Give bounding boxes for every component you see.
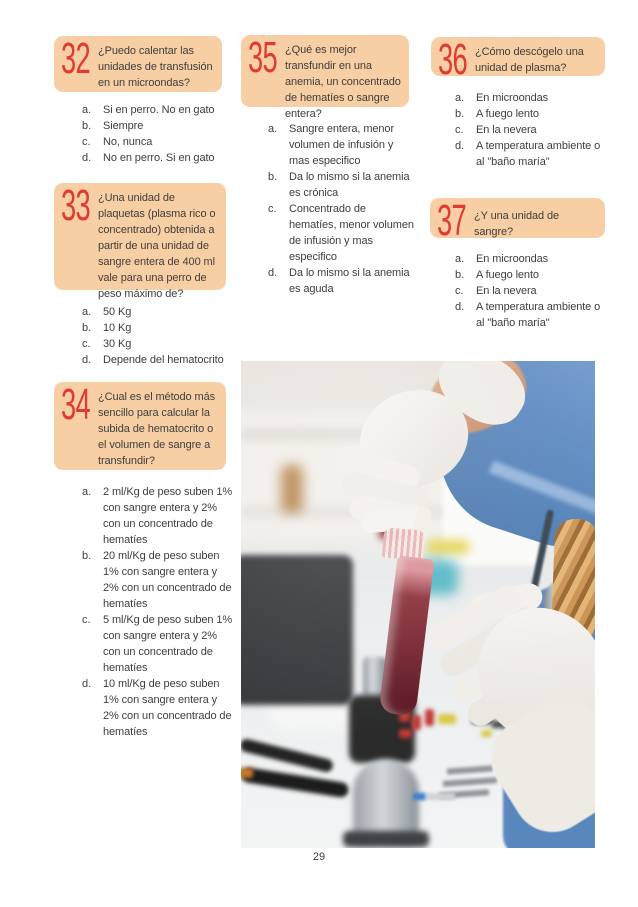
question-37-text: ¿Y una unidad de sangre? xyxy=(474,210,560,238)
question-37-number: 37 xyxy=(437,196,467,245)
option: b. 20 ml/Kg de peso suben 1% con sangre entera y 2% con un concentrado de hematíes xyxy=(82,550,232,610)
question-32-number: 32 xyxy=(61,34,91,83)
photo-sheen xyxy=(241,361,595,848)
option: d. No en perro. Si en gato xyxy=(82,152,215,164)
page-number: 29 xyxy=(312,851,326,863)
photo-blood-sample xyxy=(241,361,595,848)
option: a. En microondas xyxy=(455,92,549,104)
option: a. 2 ml/Kg de peso suben 1% con sangre entera y 2% con un concentrado de hematíes xyxy=(82,486,233,546)
question-32-text: ¿Puedo calentar las unidades de transfusión en un microondas? xyxy=(98,45,213,89)
option: d. 10 ml/Kg de peso suben 1% con sangre entera y 2% con un concentrado de hematíes xyxy=(82,678,232,738)
option: b. Siempre xyxy=(82,120,144,132)
option: b. A fuego lento xyxy=(455,108,539,120)
option: d. A temperatura ambiente o al "baño maría" xyxy=(455,140,601,168)
question-33-text: ¿Una unidad de plaquetas (plasma rico o concentrado) obtenida a partir de una unidad de sangre entera de 400 ml vale para una perro de peso máximo de? xyxy=(98,192,216,300)
question-34-options xyxy=(82,484,233,740)
option: c. En la nevera xyxy=(455,124,537,136)
option: c. 5 ml/Kg de peso suben 1% con sangre entera y 2% con un concentrado de hematíes xyxy=(82,614,233,674)
option: c. 30 Kg xyxy=(82,338,132,350)
question-34-box xyxy=(54,382,226,470)
option: d. A temperatura ambiente o al "baño maría" xyxy=(455,301,601,329)
question-37-box xyxy=(430,196,605,245)
option: a. En microondas xyxy=(455,253,549,265)
option: d. Da lo mismo si la anemia es aguda xyxy=(268,267,410,295)
option: a. Si en perro. No en gato xyxy=(82,104,215,116)
option: c. No, nunca xyxy=(82,136,153,148)
question-33-box xyxy=(54,181,226,300)
question-36-box xyxy=(431,35,605,84)
question-34-text: ¿Cual es el método más sencillo para calcular la subida de hematocrito o el volumen de sangre a transfundir? xyxy=(98,391,216,467)
question-36-text: ¿Cómo descógelo una unidad de plasma? xyxy=(475,46,584,74)
question-36-number: 36 xyxy=(438,35,468,84)
question-36-options xyxy=(455,90,605,170)
question-32-options xyxy=(82,102,232,166)
question-35-text: ¿Qué es mejor transfundir en una anemia, un concentrado de hematíes o sangre entera? xyxy=(285,44,401,120)
option: d. Depende del hematocrito xyxy=(82,354,224,366)
question-35-options xyxy=(268,121,416,297)
question-35-number: 35 xyxy=(248,33,278,82)
option: b. Da lo mismo si la anemia es crónica xyxy=(268,171,410,199)
option: c. Concentrado de hematíes, menor volumen de infusión y mas especifico xyxy=(268,203,414,263)
question-34-number: 34 xyxy=(61,380,91,429)
option: b. A fuego lento xyxy=(455,269,539,281)
option: a. 50 Kg xyxy=(82,306,132,318)
option: c. En la nevera xyxy=(455,285,537,297)
option: a. Sangre entera, menor volumen de infusión y mas especifico xyxy=(268,123,395,167)
question-32-box xyxy=(54,36,222,92)
question-33-number: 33 xyxy=(61,181,91,230)
question-35-box xyxy=(241,33,409,120)
question-33-options xyxy=(82,304,234,368)
option: b. 10 Kg xyxy=(82,322,132,334)
question-37-options xyxy=(455,251,605,331)
